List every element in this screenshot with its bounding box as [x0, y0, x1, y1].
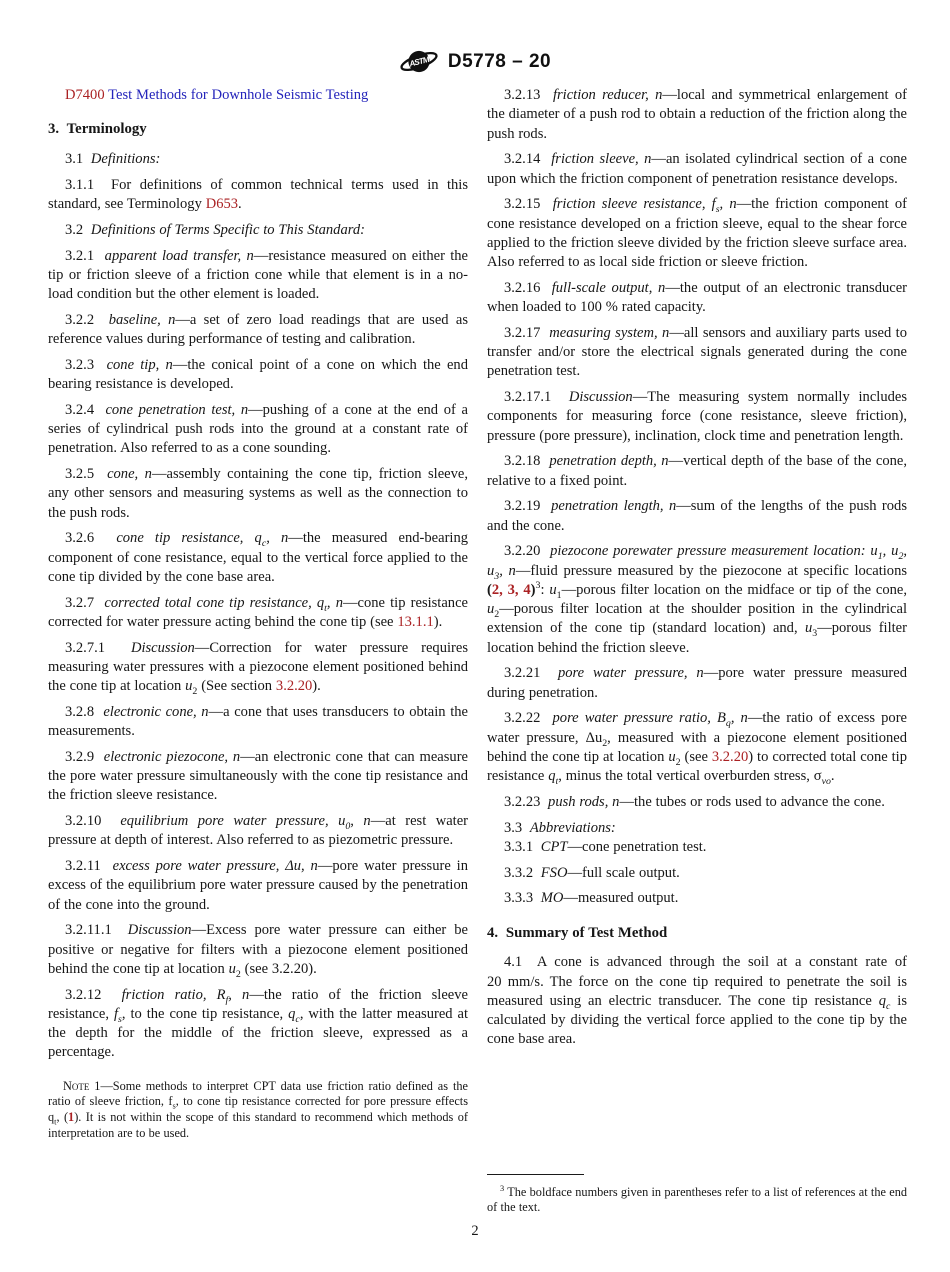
- text-run: t: [555, 775, 559, 787]
- cross-reference-link[interactable]: Test Methods for Downhole Seismic Testing: [104, 87, 369, 103]
- text-run: Definitions of Terms Specific to This Standard:: [90, 221, 365, 238]
- body-paragraph: [48, 247, 468, 305]
- text-run: q: [288, 1005, 296, 1022]
- text-run: 0: [345, 820, 351, 832]
- text-run: —at rest water pressure at depth of interest. Also referred to as piezometric pressure.: [48, 813, 469, 849]
- text-run: , n: [266, 530, 289, 547]
- text-run: , n: [499, 562, 516, 579]
- text-run: :: [540, 581, 550, 598]
- text-run: 3.2.7: [65, 594, 105, 611]
- body-paragraph: [48, 356, 468, 395]
- text-run: —measured output.: [563, 890, 679, 907]
- text-run: (see 3.2.20).: [240, 960, 317, 977]
- text-run: friction sleeve resistance, f: [552, 196, 716, 213]
- text-run: 2: [235, 968, 241, 980]
- text-run: u: [487, 601, 495, 617]
- text-run: , n: [228, 986, 250, 1003]
- text-run: friction sleeve, n: [551, 151, 652, 168]
- text-run: 3.2.17: [504, 324, 550, 341]
- text-run: —sum of the lengths of the push rods and the cone.: [487, 498, 907, 534]
- text-run: 3: [494, 570, 500, 582]
- cross-reference-link[interactable]: 3.2.20: [275, 678, 313, 694]
- text-run: c: [261, 538, 267, 550]
- body-paragraph: [48, 594, 468, 633]
- text-run: 1: [877, 551, 883, 563]
- text-run: 3.2.16: [504, 279, 552, 296]
- text-run: 2: [675, 756, 681, 768]
- body-paragraph: [487, 324, 907, 382]
- text-run: 3.2.4: [65, 401, 106, 418]
- text-run: 3.3.2: [504, 864, 541, 881]
- text-run: 3.2.2: [65, 311, 109, 328]
- body-paragraph: [487, 889, 907, 908]
- text-run: 3.2.11: [65, 858, 113, 874]
- body-paragraph: [48, 639, 468, 697]
- text-run: ).: [433, 613, 443, 630]
- note-paragraph: [48, 1079, 468, 1142]
- text-run: s: [118, 1013, 122, 1025]
- cross-reference-link[interactable]: 1: [68, 1109, 75, 1124]
- text-run: , to the cone tip resistance,: [121, 1005, 289, 1022]
- text-run: , u: [882, 543, 899, 560]
- text-run: electronic piezocone, n: [103, 748, 241, 765]
- body-paragraph: [487, 864, 907, 883]
- text-run: —the tubes or rods used to advance the cone.: [619, 793, 885, 810]
- text-run: u: [228, 960, 236, 977]
- text-run: full-scale output, n: [551, 279, 666, 296]
- footnote: [487, 1174, 907, 1216]
- page-number: 2: [471, 1223, 479, 1239]
- body-paragraph: [487, 793, 907, 812]
- text-run: , n: [730, 710, 748, 727]
- text-run: Discussion: [130, 639, 195, 656]
- text-run: Discussion: [127, 922, 192, 939]
- body-paragraph: [487, 838, 907, 857]
- text-run: friction ratio, R: [121, 986, 226, 1003]
- text-run: —a set of zero load readings that are used as reference values during performance of testing and calibration.: [48, 311, 468, 347]
- cross-reference-link[interactable]: 13.1.1: [397, 613, 434, 630]
- cross-reference-link[interactable]: 3.2.20: [711, 748, 749, 765]
- text-run: excess pore water pressure, Δu, n: [112, 858, 318, 874]
- referenced-document-line: [48, 86, 468, 105]
- text-run: The boldface numbers given in parentheses refer to a list of references at the end of the text.: [487, 1184, 907, 1215]
- text-run: Discussion: [568, 389, 633, 405]
- text-run: —an electronic cone that can measure the pore water pressure simultaneously with the cone tip resistance and the friction sleeve resistance.: [48, 748, 468, 804]
- text-run: 3.2.18: [504, 453, 550, 470]
- text-run: —the friction component of cone resistance developed on a friction sleeve, equal to the shear force applied to the friction sleeve divided by the friction sleeve surface area. Also referred to as local side friction or sleeve friction.: [487, 196, 907, 270]
- text-run: penetration depth, n: [549, 453, 669, 470]
- text-run: measuring system, n: [549, 324, 670, 341]
- text-run: 3.2.9: [65, 748, 104, 765]
- text-run: 3.2.11.1: [65, 922, 128, 939]
- text-run: penetration length, n: [551, 498, 677, 515]
- text-run: 4.1 A cone is advanced through the soil at a constant rate of 20 mm/s. The force on the cone tip required to penetrate the soil is measured using an electric transducer. The cone tip resistance: [487, 954, 907, 1009]
- body-paragraph: [48, 812, 468, 851]
- text-run: 3.2.21: [504, 665, 558, 682]
- text-run: c: [295, 1013, 300, 1025]
- text-run: electronic cone, n: [103, 703, 209, 720]
- text-run: apparent load transfer, n: [104, 247, 254, 264]
- text-run: friction reducer, n: [552, 87, 663, 103]
- body-paragraph: [487, 497, 907, 536]
- text-run: 3.2.10: [65, 813, 121, 829]
- body-paragraph: [487, 279, 907, 318]
- text-run: , to cone tip resistance corrected for pore pressure effects q: [48, 1094, 468, 1124]
- text-run: —pushing of a cone at the end of a series of cylindrical push rods into the ground at a constant rate of penetration. Also referred to as a cone sounding.: [48, 401, 468, 457]
- text-run: 3.2.22: [504, 710, 553, 727]
- text-run: corrected total cone tip resistance, q: [104, 594, 325, 611]
- text-run: 3.3: [504, 819, 530, 836]
- text-run: 3.2.23: [504, 793, 549, 810]
- text-run: (: [487, 581, 492, 598]
- column-left: [48, 86, 468, 1216]
- text-run: 3.1.1 For definitions of common technical terms used in this standard, see Terminology: [48, 176, 468, 212]
- text-run: cone, n: [107, 466, 152, 482]
- body-paragraph: [48, 401, 468, 459]
- text-run: —porous filter location on the midface or tip of the cone,: [561, 581, 907, 598]
- text-run: , (: [56, 1109, 69, 1124]
- text-run: —full scale output.: [567, 864, 680, 881]
- text-run: piezocone porewater pressure measurement location: u: [550, 543, 878, 560]
- text-run: cone tip resistance, q: [116, 530, 262, 547]
- text-run: f: [225, 994, 229, 1006]
- text-run: 4. Summary of Test Method: [487, 924, 668, 941]
- body-paragraph: [48, 748, 468, 806]
- text-run: t: [324, 602, 327, 614]
- text-run: —all sensors and auxiliary parts used to transfer and/or store the electrical signals generated during the cone penetration test.: [487, 324, 907, 380]
- text-run: Definitions:: [90, 151, 161, 167]
- text-run: pore water pressure ratio, B: [552, 710, 726, 727]
- text-run: —resistance measured on either the tip or friction sleeve of a friction cone while that element is in a no-load condition but the other element is loaded.: [48, 247, 468, 302]
- body-paragraph: [48, 221, 468, 240]
- cross-reference-link[interactable]: 2, 3, 4: [491, 581, 531, 598]
- text-run: —pore water pressure measured during penetration.: [487, 665, 907, 701]
- text-run: —the ratio of the friction sleeve resistance,: [48, 986, 468, 1022]
- text-run: 3.2.17.1: [504, 389, 569, 405]
- text-run: CPT: [540, 838, 568, 855]
- body-paragraph: [48, 311, 468, 350]
- text-run: —fluid pressure measured by the piezocone at specific locations: [515, 562, 908, 579]
- text-run: ). It is not within the scope of this standard to recommend which methods of interpretation are to be used.: [48, 1109, 468, 1140]
- body-paragraph: [487, 388, 907, 446]
- text-run: 3.2.3: [65, 356, 107, 373]
- text-run: 3: [812, 628, 818, 640]
- text-run: .: [830, 768, 835, 784]
- body-paragraph: [487, 664, 907, 703]
- text-run: —cone penetration test.: [567, 838, 707, 855]
- text-run: —Correction for water pressure requires measuring water pressures with a piezocone element positioned behind the cone tip at location: [48, 639, 468, 694]
- text-run: —cone tip resistance corrected for water pressure acting behind the cone tip (see: [48, 594, 468, 630]
- text-run: u: [185, 678, 193, 694]
- text-run: —an isolated cylindrical section of a cone upon which the friction component of penetration resistance develops.: [487, 151, 907, 187]
- body-paragraph: [48, 465, 468, 523]
- text-run: 1: [556, 589, 562, 601]
- text-run: u: [668, 748, 676, 765]
- text-run: s: [715, 204, 720, 216]
- text-run: push rods, n: [548, 793, 620, 810]
- text-run: equilibrium pore water pressure, u: [120, 813, 346, 829]
- text-run: 3. Terminology: [48, 121, 147, 138]
- text-run: 3.2.1: [65, 247, 105, 264]
- cross-reference-link[interactable]: D653: [205, 196, 239, 212]
- text-run: 3.3.1: [504, 838, 541, 855]
- text-run: —assembly containing the cone tip, friction sleeve, any other sensors and measuring systems as well as the connection to the push rods.: [48, 466, 468, 521]
- text-run: —Excess pore water pressure can either be positive or negative for filters with a piezocone element positioned behind the cone tip at location: [48, 922, 468, 977]
- body-paragraph: [48, 529, 468, 587]
- text-run: 3.3.3: [504, 890, 541, 907]
- text-run: 3: [535, 579, 541, 591]
- cross-reference-link[interactable]: D7400: [65, 87, 105, 103]
- text-run: s: [172, 1101, 176, 1111]
- text-run: FSO: [540, 864, 568, 881]
- text-run: is calculated by dividing the vertical force applied to the cone tip by the cone base area.: [487, 992, 907, 1048]
- text-run: .: [238, 196, 242, 212]
- text-run: t: [54, 1117, 57, 1127]
- text-run: u: [804, 620, 813, 637]
- text-run: q: [878, 992, 886, 1009]
- text-run: u: [549, 581, 557, 598]
- text-run: 2: [602, 737, 608, 749]
- body-paragraph: [48, 921, 468, 979]
- text-run: 2: [192, 685, 198, 697]
- text-run: 3.2: [65, 221, 91, 238]
- section-heading: [487, 924, 907, 943]
- body-paragraph: [487, 953, 907, 1049]
- text-run: Note 1: [63, 1078, 101, 1093]
- text-run: baseline, n: [108, 311, 176, 328]
- standard-code: D5778 – 20: [447, 50, 552, 72]
- body-paragraph: [48, 703, 468, 742]
- body-paragraph: [48, 857, 468, 915]
- body-paragraph: [48, 986, 468, 1063]
- text-run: —vertical depth of the base of the cone, relative to a fixed point.: [487, 453, 908, 489]
- body-paragraph: [487, 819, 907, 838]
- text-run: 2: [898, 551, 904, 563]
- text-run: 3.1: [65, 151, 91, 167]
- text-run: f: [113, 1005, 118, 1022]
- text-run: —local and symmetrical enlargement of the diameter of a push rod to obtain a reduction of the friction along the push rods.: [487, 87, 907, 142]
- body-paragraph: [487, 709, 907, 786]
- text-run: —the ratio of excess pore water pressure, Δu: [487, 710, 907, 746]
- text-run: —The measuring system normally includes components for measuring force (cone resistance, sleeve friction), pressure (pore pressure), inclination, clock time and penetration length.: [487, 389, 907, 444]
- body-paragraph: [487, 150, 907, 189]
- text-run: , u: [487, 543, 908, 579]
- text-run: pore water pressure, n: [558, 665, 704, 682]
- text-run: —porous filter location behind the friction sleeve.: [487, 620, 907, 656]
- body-paragraph: [48, 150, 468, 169]
- text-run: MO: [540, 890, 564, 907]
- text-run: q: [725, 718, 731, 730]
- text-run: 3: [500, 1183, 505, 1193]
- text-run: cone tip, n: [106, 356, 173, 373]
- text-run: —Some methods to interpret CPT data use friction ratio defined as the ratio of sleeve friction, f: [48, 1078, 468, 1109]
- text-run: 3.2.14: [504, 151, 552, 168]
- text-run: ) to corrected total cone tip resistance: [487, 748, 907, 784]
- text-run: 3.2.12: [65, 986, 122, 1003]
- text-run: —the output of an electronic transducer when loaded to 100 % rated capacity.: [487, 279, 907, 315]
- text-run: , n: [719, 196, 737, 213]
- text-run: —a cone that uses transducers to obtain the measurements.: [48, 703, 468, 739]
- text-run: 2: [494, 608, 500, 620]
- text-run: , measured with a piezocone element positioned behind the cone tip at location: [487, 729, 907, 765]
- page-header: [0, 46, 950, 77]
- text-run: (see: [680, 748, 712, 765]
- text-run: q: [548, 768, 556, 784]
- text-run: 3.2.7.1: [65, 639, 131, 656]
- two-column-body: [48, 86, 907, 1216]
- body-paragraph: [487, 452, 907, 491]
- svg-text:ASTM: ASTM: [408, 55, 430, 69]
- text-run: c: [886, 1000, 891, 1012]
- text-run: 3.2.6: [65, 530, 117, 547]
- text-run: , n: [326, 594, 343, 611]
- text-run: 3.2.19: [504, 498, 552, 515]
- text-run: ).: [312, 678, 321, 694]
- text-run: 3.2.13: [504, 87, 553, 103]
- body-paragraph: [487, 542, 907, 658]
- body-paragraph: [487, 86, 907, 144]
- text-run: —the conical point of a cone on which the end bearing resistance is developed.: [48, 356, 468, 392]
- section-heading: [48, 120, 468, 139]
- text-run: —pore water pressure in excess of the equilibrium pore water pressure caused by the penetration of the cone into the ground.: [48, 858, 468, 913]
- text-run: 3.2.15: [504, 196, 553, 213]
- text-run: vo: [821, 775, 831, 787]
- text-run: cone penetration test, n: [105, 401, 249, 418]
- body-paragraph: [487, 195, 907, 272]
- body-paragraph: [48, 176, 468, 215]
- text-run: 3.2.20: [504, 543, 551, 560]
- astm-logo: [399, 46, 439, 77]
- text-run: , n: [350, 813, 371, 829]
- text-run: , minus the total vertical overburden stress, σ: [558, 768, 822, 784]
- text-run: —the measured end-bearing component of cone resistance, equal to the vertical force applied to the cone tip divided by the cone base area.: [48, 530, 469, 585]
- text-run: Abbreviations:: [529, 819, 616, 836]
- text-run: —porous filter location at the shoulder position in the cylindrical extension of the cone tip (standard location) and,: [487, 601, 907, 637]
- text-run: (See section: [197, 678, 276, 694]
- text-run: ): [530, 581, 536, 598]
- text-run: , with the latter measured at the depth for the middle of the friction sleeve, expressed as a percentage.: [48, 1005, 469, 1061]
- text-run: 3.2.5: [65, 466, 108, 482]
- column-right: [487, 86, 907, 1216]
- text-run: 3.2.8: [65, 703, 104, 720]
